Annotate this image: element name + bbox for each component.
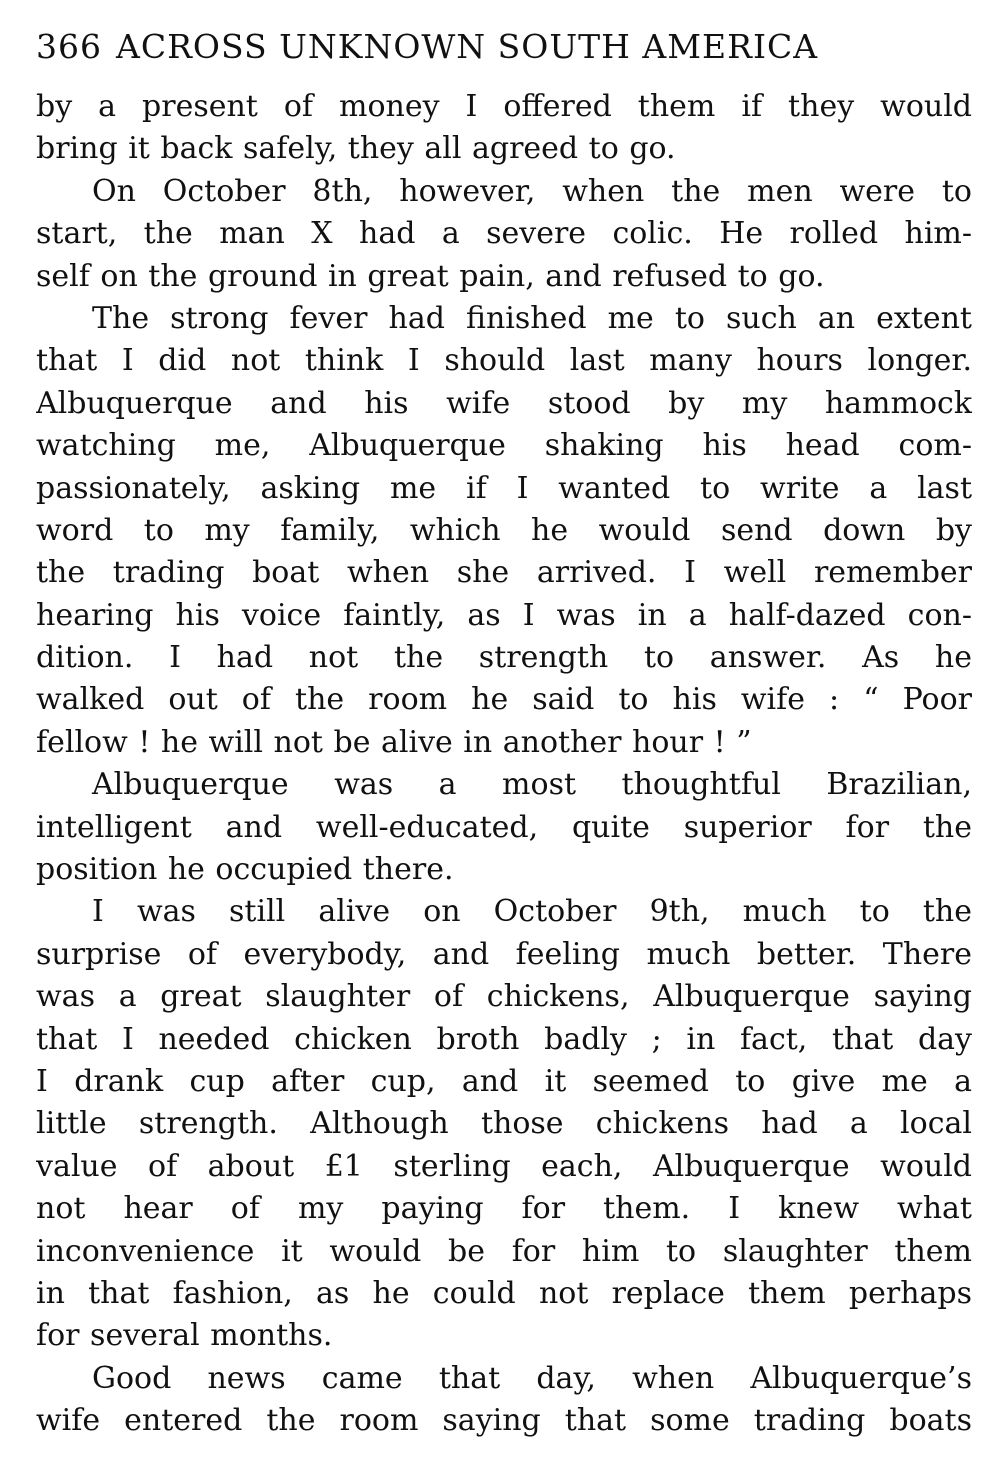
page-number: 366 <box>36 27 102 66</box>
text-line: walked out of the room he said to his wife : “ Poor <box>36 682 972 718</box>
text-line: Good news came that day, when Albuquerque’s <box>92 1360 972 1396</box>
body-text <box>36 86 972 1443</box>
text-line: fellow ! he will not be alive in another hour ! ” <box>36 724 752 760</box>
text-line: intelligent and well-educated, quite superior for the <box>36 809 972 845</box>
text-line: inconvenience it would be for him to slaughter them <box>36 1233 972 1269</box>
text-line: by a present of money I offered them if they would <box>36 89 972 124</box>
text-line: surprise of everybody, and feeling much better. There <box>36 936 972 972</box>
text-line: watching me, Albuquerque shaking his head com- <box>36 428 972 464</box>
text-line: hearing his voice faintly, as I was in a half-dazed con- <box>36 597 972 633</box>
text-line: for several months. <box>36 1318 333 1354</box>
text-line: I drank cup after cup, and it seemed to give me a <box>36 1063 972 1099</box>
text-line: On October 8th, however, when the men were to <box>92 173 972 209</box>
running-head <box>36 20 976 74</box>
text-line: passionately, asking me if I wanted to write a last <box>36 470 972 506</box>
text-line: word to my family, which he would send down by <box>36 512 972 548</box>
running-title: ACROSS UNKNOWN SOUTH AMERICA <box>116 27 819 66</box>
text-line: that I did not think I should last many hours longer. <box>36 343 972 379</box>
text-line: in that fashion, as he could not replace them perhaps <box>36 1275 972 1311</box>
text-line: self on the ground in great pain, and refused to go. <box>36 258 825 294</box>
text-line: dition. I had not the strength to answer. As he <box>36 640 972 676</box>
text-line: value of about £1 sterling each, Albuquerque would <box>36 1148 972 1184</box>
text-line: start, the man X had a severe colic. He rolled him- <box>36 216 972 252</box>
text-line: the trading boat when she arrived. I well remember <box>36 555 972 591</box>
text-line: little strength. Although those chickens had a local <box>36 1106 972 1142</box>
text-line: wife entered the room saying that some trading boats <box>36 1403 972 1439</box>
text-line: The strong fever had finished me to such an extent <box>92 300 972 336</box>
text-line: Albuquerque was a most thoughtful Brazilian, <box>92 767 972 803</box>
text-line: position he occupied there. <box>36 852 454 888</box>
text-line: Albuquerque and his wife stood by my hammock <box>36 385 972 421</box>
text-line: was a great slaughter of chickens, Albuquerque saying <box>36 979 972 1015</box>
text-line: not hear of my paying for them. I knew what <box>36 1191 972 1227</box>
text-line: bring it back safely, they all agreed to go. <box>36 131 676 167</box>
text-line: I was still alive on October 9th, much to the <box>92 894 972 930</box>
text-line: that I needed chicken broth badly ; in fact, that day <box>36 1021 972 1057</box>
